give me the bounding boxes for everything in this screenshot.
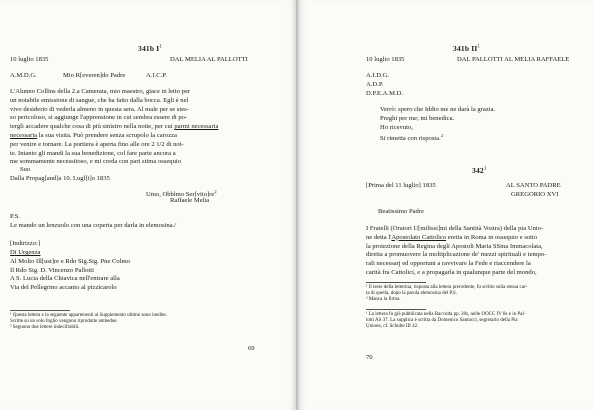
body-line: necessaria la sua visita. Può prendere senza scrupolo la carozza [10, 131, 177, 139]
letter-heading-2-line-1: AL SANTO PADRE [506, 182, 561, 189]
footnote: Scritte su un solo foglio vengono riprodotte ambedue. [10, 319, 118, 325]
footnote-rule [366, 282, 426, 283]
letter-date-2: [Prima del 11 luglio] 1835 [366, 182, 436, 189]
footnotes-1 [366, 285, 527, 304]
salutation-line: A.I.D.G. [366, 72, 390, 79]
footnote: lotti AS 37. La supplica è scritta da Domenico Santucci, segretario della Pia [366, 318, 518, 324]
salutation-right: A.I.C.P. [146, 72, 167, 79]
letter-heading: DAL MELIA AL PALLOTTI [170, 56, 248, 63]
salutation-block [366, 72, 403, 98]
reply-body [380, 106, 495, 144]
body-line: me sommamente necessitoso, e mi creda con pari stima ossequio [10, 158, 182, 166]
petition-body [366, 225, 546, 278]
right-page [298, 0, 594, 410]
address-block [10, 249, 130, 293]
address-line: Il Rdo Sig. D. Vincenzo Pallotti [10, 266, 94, 274]
salutation-line: A.D.P. [366, 80, 384, 88]
body-line: vivo desiderio di vederla almeno in questa sera. Al male per se stes- [10, 105, 189, 113]
page-number: 70 [366, 354, 373, 361]
letter-heading: DAL PALLOTTI AL MELIA RAFFAELE [457, 56, 570, 63]
doc-number: 341b $I^1$ [138, 44, 163, 53]
footnotes [10, 313, 167, 332]
body-line: I Fratelli (Oratori U[milissi]mi della Santità Vostra) della pia Unio- [366, 225, 544, 232]
body-line: so pericoloso, si aggiunge l'apprensione in cui sembra essere di po- [10, 114, 188, 122]
footnote: ¹ Il testo della letterina, risposta alla lettera precedente, fu scritto sulla stessa car- [366, 285, 528, 290]
address-line: Di Urgenza [10, 249, 41, 256]
ps-label: P.S. [10, 213, 20, 220]
left-page [0, 0, 296, 410]
salutation-left: A.M.D.G. [10, 72, 37, 79]
footnote: ² Manca la firma. [366, 297, 401, 303]
closing-suo: Suo [20, 166, 31, 173]
ps-text: Le mando un lenzuolo con una coperta per darla in elemosina./ [10, 222, 177, 229]
body-line: Si rimetta con risposta.$^2$ [380, 133, 444, 143]
body-line: Preghi per me; mi benedica. [380, 114, 455, 122]
letter-date: 10 luglio 1835 [366, 56, 405, 63]
body-line: per venire e tornare. La portiera è aperta fino alle ore 2 1/2 di not- [10, 140, 184, 148]
body-line: la protezione della Regina degli Apostoli Maria SSma Immacolata, [366, 242, 543, 250]
letter-heading-2-line-2: GREGORIO XVI [511, 191, 559, 198]
letter-body [10, 88, 218, 167]
letter-date: 10 luglio 1835 [10, 56, 49, 63]
footnote: Unione, cf. Schulte III 42. [366, 324, 419, 330]
footnotes-2 [366, 312, 525, 331]
salutation-mid: Mio R[everen]do Padre [63, 72, 126, 79]
signature-line-1: Umo, Obblmo $Ser[vito]re^2$ [146, 189, 217, 199]
body-line: ne detta l'Apostolato Cattolico eretta in Roma in ossequio e sotto [366, 233, 538, 241]
footnote: ta di quella, dopo la parola elemosina del P.S. [366, 291, 457, 297]
footnote: ¹ Questa lettera e la seguente appartenenti al Supplemento ultimo sono inedite. [10, 313, 168, 318]
signature-name: Raffaele Melia [170, 197, 210, 204]
address-line: Via del Pellegrino accanto al pizzicarolo [10, 284, 117, 292]
closing-place: Dalla Propag[and]a 10. Lugl[i]o 1835 [10, 175, 110, 182]
body-line: rali necessarj ed opportuni a ravvivare la Fede e riaccendere la [366, 260, 531, 268]
doc-number: 341b $II^1$ [453, 44, 481, 53]
salutation-line: D.P.E.A.M.D. [366, 89, 404, 97]
doc-number-2: $342^1$ [472, 166, 487, 175]
footnote: ² Seguono due lettere indecifrabili. [10, 325, 80, 331]
body-line: un notabile emissione di sangue, che ha fatto dalla bocca. Egli è nel [10, 96, 189, 104]
body-line: carità fra Cattolici, e a propagarla in qualunque parte del mondo, [366, 268, 537, 276]
body-line: te. Intanto gli mandi la sua benedizione, col fare parte ancora a [10, 149, 176, 157]
body-line: Ho ricevuto, [380, 123, 413, 131]
body-line: Verrò: spero che Iddio me ne darà la grazia. [380, 106, 496, 113]
body-line: L'Alunno Collins della 2.a Camerata, mio maestro, giace in letto per [10, 88, 191, 95]
footnote-rule [10, 310, 70, 311]
salutation-2: Beatissimo Padre [378, 208, 424, 215]
body-line: diretta a promuovere la moltiplicazione de' mezzi spirituali e tempo- [366, 251, 547, 259]
address-line: Al Molto Ill[ust]re e Rdo Sig.Sig. Pne Colmo [10, 257, 130, 265]
page-number: 69 [248, 345, 255, 352]
footnote-rule [366, 309, 426, 310]
footnote: ¹ La lettera fu già pubblicata nella Raccolta pp. 20s, nelle OOCC IV 8s e in Pal- [366, 312, 526, 317]
address-line: A S. Lucia della Chiavica nell'entrare alla [10, 275, 120, 283]
body-line: tergli accadere qualche cosa di più sinistro nella notte, per cui parmi necessaria [10, 123, 219, 131]
address-label: [Indirizzo:] [10, 240, 41, 247]
